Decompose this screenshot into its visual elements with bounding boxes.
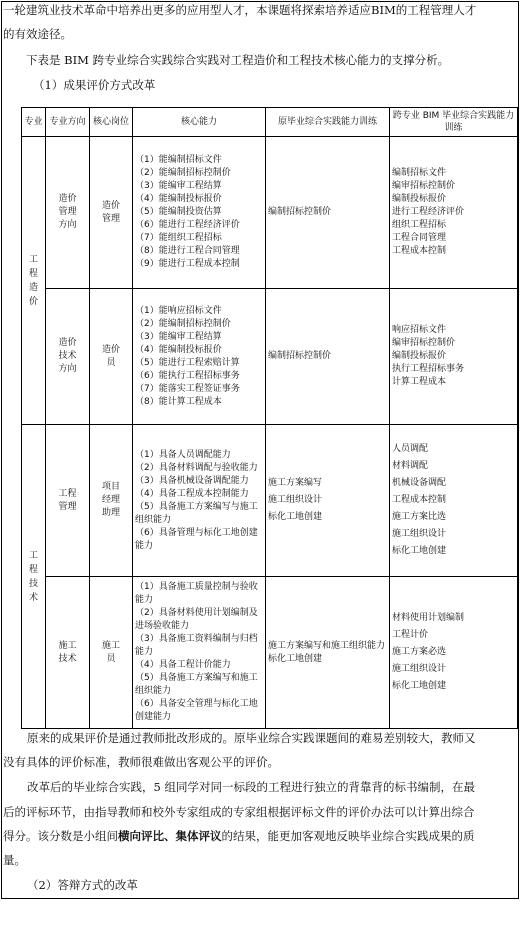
header-bim-training: 跨专业 BIM 毕业综合实践能力训练 (390, 108, 518, 137)
list-item: 编制投标报价 (392, 194, 447, 204)
intro-line-1: 一轮建筑业技术革命中培养出更多的应用型人才，本课题将探索培养适应BIM的工程管理人才 (3, 3, 477, 17)
abilities-list (135, 449, 263, 553)
header-original-training: 原毕业综合实践能力训练 (266, 108, 390, 137)
list-item: （1）具备施工质量控制与验收能力 (135, 582, 258, 605)
major-cell (22, 425, 46, 729)
list-item: （8）能计算工程成本 (135, 396, 222, 407)
header-core-ability: 核心能力 (133, 108, 266, 137)
list-item: 编审招标控制价 (392, 338, 456, 348)
list-item: 工程成本控制 (392, 495, 447, 505)
list-item: 组织工程招标 (392, 220, 447, 230)
list-item: 工程计价 (392, 630, 429, 640)
header-major: 专业 (22, 108, 46, 137)
abilities-list (135, 581, 263, 724)
list-item: （6）能执行工程招标事务 (135, 370, 240, 381)
list-item: 标化工地创建 (392, 681, 447, 691)
para-1-line-2: 没有具体的评价标准，教师很难做出客观公平的评价。 (3, 755, 279, 769)
list-item: （2）具备材料使用计划编制及进场验收能力 (135, 608, 258, 631)
list-item: 编制投标报价 (392, 351, 447, 361)
table-row (22, 289, 518, 425)
list-item: （8）能进行工程合同管理 (135, 246, 240, 256)
section-1-heading: （1）成果评价方式改革 (33, 78, 156, 92)
list-item: （1）具备人员调配能力 (135, 449, 231, 460)
list-item: （2）能编制招标控制价 (135, 168, 231, 178)
major-label: 工程技术 (28, 550, 38, 603)
list-item: （6）具备管理与标化工地创建能力 (135, 527, 258, 551)
list-item: 材料调配 (392, 461, 429, 471)
list-item: （3）具备机械设备调配能力 (135, 475, 249, 486)
major-label: 工程造价 (28, 254, 38, 307)
post-label: 施工员 (101, 640, 120, 664)
bim-training-list (392, 610, 515, 695)
direction-label: 造价管理方向 (58, 194, 77, 230)
list-item: （5）具备施工方案编写与施工组织能力 (135, 501, 258, 525)
para-2-line-1: 改革后的毕业综合实践，5 组同学对同一标段的工程进行独立的背靠背的标书编制，在最 (27, 780, 475, 794)
para-1-line-1: 原来的成果评价是通过教师批改形成的。原毕业综合实践课题间的难易差别较大，教师又 (27, 731, 476, 745)
list-item: （3）能编审工程结算 (135, 331, 222, 342)
list-item: （4）能编制投标报价 (135, 194, 222, 204)
post-label: 项目经理助理 (101, 482, 120, 518)
list-item: 标化工地创建 (392, 546, 447, 556)
list-item: （3）能编审工程结算 (135, 181, 222, 191)
list-item: 编审招标控制价 (392, 181, 456, 191)
list-item: （4）具备工程成本控制能力 (135, 488, 249, 499)
bim-training-list (392, 324, 515, 389)
list-item: 人员调配 (392, 444, 429, 454)
table-intro: 下表是 BIM 跨专业综合实践综合实践对工程造价和工程技术核心能力的支撑分析。 (26, 53, 450, 67)
list-item: （5）能编制投资估算 (135, 207, 222, 217)
para-2-text: 得分。该分数是小组间 (3, 829, 118, 843)
list-item: （5）具备施工方案编写和施工组织能力 (135, 673, 258, 696)
intro-line-2: 的有效途径。 (3, 27, 72, 41)
list-item: 标化工地创建 (268, 653, 323, 664)
original-training-list (268, 640, 387, 666)
list-item: 编制招标控制价 (268, 207, 332, 217)
list-item: 材料使用计划编制 (392, 613, 465, 623)
list-item: （6）具备安全管理与标化工地创建能力 (135, 699, 258, 722)
abilities-list (135, 305, 263, 409)
list-item: （4）能编制投标报价 (135, 344, 222, 355)
list-item: （5）能进行工程索赔计算 (135, 357, 240, 368)
direction-label: 工程管理 (58, 488, 77, 512)
competency-table (21, 107, 518, 729)
original-training-list (268, 350, 387, 363)
direction-label: 造价技术方向 (58, 338, 77, 374)
bim-training-list (392, 441, 515, 560)
header-direction: 专业方向 (46, 108, 90, 137)
list-item: （1）能响应招标文件 (135, 305, 222, 316)
abilities-list (135, 154, 263, 271)
list-item: （1）能编制招标文件 (135, 155, 222, 165)
table-header-row (22, 108, 518, 137)
list-item: 执行工程招标事务 (392, 364, 465, 374)
table-row (22, 425, 518, 577)
list-item: 编制招标控制价 (268, 351, 332, 361)
direction-label: 施工技术 (58, 640, 77, 664)
original-training-list (268, 475, 387, 526)
list-item: （7）能落实工程签证事务 (135, 383, 240, 394)
list-item: （9）能进行工程成本控制 (135, 259, 240, 269)
list-item: 标化工地创建 (268, 512, 323, 522)
original-training-list (268, 206, 387, 219)
header-post: 核心岗位 (90, 108, 133, 137)
list-item: 响应招标文件 (392, 325, 447, 335)
list-item: （2）具备材料调配与验收能力 (135, 462, 258, 473)
list-item: 施工组织设计 (392, 664, 447, 674)
para-2-line-2: 后的评标环节，由指导教师和校外专家组成的专家组根据评标文件的评价办法可以计算出综合 (3, 805, 475, 819)
list-item: 编制招标文件 (392, 168, 447, 178)
list-item: （3）具备施工资料编制与归档能力 (135, 634, 258, 657)
list-item: 施工组织设计 (268, 495, 323, 505)
list-item: 计算工程成本 (392, 377, 447, 387)
post-label: 造价管理 (101, 200, 120, 224)
list-item: （2）能编制招标控制价 (135, 318, 231, 329)
list-item: （7）能组织工程招标 (135, 233, 222, 243)
para-2-line-3 (3, 829, 475, 844)
list-item: （4）具备工程计价能力 (135, 660, 231, 670)
list-item: 施工方案编写 (268, 478, 323, 488)
bim-training-list (392, 167, 515, 258)
list-item: 施工组织设计 (392, 529, 447, 539)
para-2-text: 的结果，能更加客观地反映毕业综合实践成果的质 (221, 829, 475, 843)
table-row (22, 137, 518, 289)
major-cell (22, 137, 46, 425)
list-item: 机械设备调配 (392, 478, 447, 488)
list-item: 工程成本控制 (392, 246, 447, 256)
list-item: 工程合同管理 (392, 233, 447, 243)
list-item: 施工方案必选 (392, 647, 447, 657)
para-2-line-4: 量。 (3, 853, 26, 867)
list-item: （6）能进行工程经济评价 (135, 220, 240, 230)
para-2-emphasis: 横向评比、集体评议 (118, 829, 222, 843)
post-label: 造价员 (101, 344, 120, 368)
section-2-heading: （2）答辩方式的改革 (27, 878, 138, 892)
list-item: 进行工程经济评价 (392, 207, 465, 217)
table-row (22, 577, 518, 729)
list-item: 施工方案编写和施工组织能力 (268, 640, 386, 651)
list-item: 施工方案比选 (392, 512, 447, 522)
